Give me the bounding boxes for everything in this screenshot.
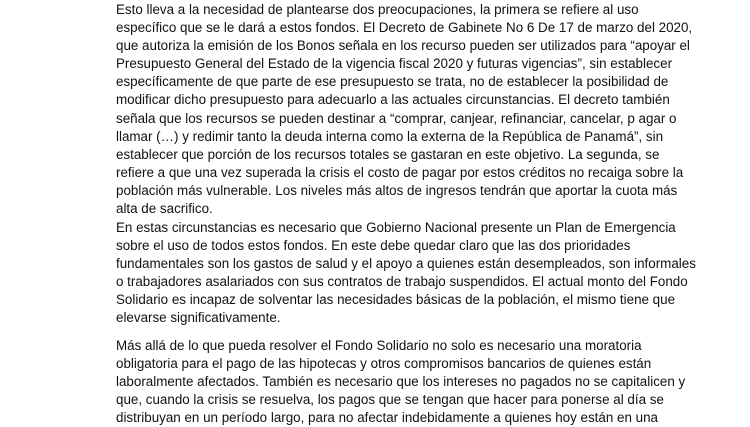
text-line: específicamente de que parte de ese presupuesto se trata, no de establecer la posibilidad de xyxy=(116,74,669,90)
text-line: que, cuando la crisis se resuelva, los pagos que se tengan que hacer para ponerse al día se xyxy=(116,392,664,408)
text-line: distribuyan en un período largo, para no afectar indebidamente a quienes hoy están en una xyxy=(116,410,658,426)
text-line: laboralmente afectados. También es necesario que los intereses no pagados no se capitalicen y xyxy=(116,374,686,390)
text-line: sobre el uso de todos estos fondos. En este debe quedar claro que las dos prioridades xyxy=(116,238,631,254)
text-line: modificar dicho presupuesto para adecuarlo a las actuales circunstancias. El decreto también xyxy=(116,92,670,108)
text-line: establecer que porción de los recursos totales se gastaran en este objetivo. La segunda, se xyxy=(116,146,660,162)
text-line: llamar (…) y redimir tanto la deuda interna como la externa de la República de Panamá”, sin xyxy=(116,128,664,144)
text-line: obligatoria para el pago de las hipotecas y otros compromisos bancarios de quienes están xyxy=(116,356,652,372)
text-line: Presupuesto General del Estado de la vigencia fiscal 2020 y futuras vigencias”, sin establecer xyxy=(116,56,673,72)
text-line: Más allá de lo que pueda resolver el Fondo Solidario no solo es necesario una moratoria xyxy=(116,338,642,353)
text-line: o trabajadores asalariados con sus contratos de trabajo suspendidos. El actual monto del Fondo xyxy=(116,274,688,290)
paragraph-3 xyxy=(116,337,686,427)
text-line: que autoriza la emisión de los Bonos señala en los recurso pueden ser utilizados para “apoyar el xyxy=(116,38,690,54)
text-line: Esto lleva a la necesidad de plantearse dos preocupaciones, la primera se refiere al uso xyxy=(116,2,639,17)
text-line: En estas circunstancias es necesario que Gobierno Nacional presente un Plan de Emergencia xyxy=(116,220,676,235)
text-line: Solidario es incapaz de solventar las necesidades básicas de la población, el mismo tiene que xyxy=(116,292,676,308)
paragraph-1 xyxy=(116,1,693,218)
text-line: específico que se le dará a estos fondos. El Decreto de Gabinete No 6 De 17 de marzo del 2020, xyxy=(116,20,693,36)
text-line: elevarse significativamente. xyxy=(116,310,281,326)
text-line: refiere a que una vez superada la crisis el costo de pagar por estos créditos no recaiga sobre la xyxy=(116,164,684,180)
text-line: población más vulnerable. Los niveles más altos de ingresos tendrán que aportar la cuota más xyxy=(116,182,678,198)
text-line: fundamentales son los gastos de salud y el apoyo a quienes están desempleados, son informales xyxy=(116,256,696,272)
paragraph-2 xyxy=(116,219,696,328)
text-line: señala que los recursos se pueden destinar a “comprar, canjear, refinanciar, cancelar, p agar o xyxy=(116,110,677,126)
text-line: alta de sacrifico. xyxy=(116,201,213,217)
